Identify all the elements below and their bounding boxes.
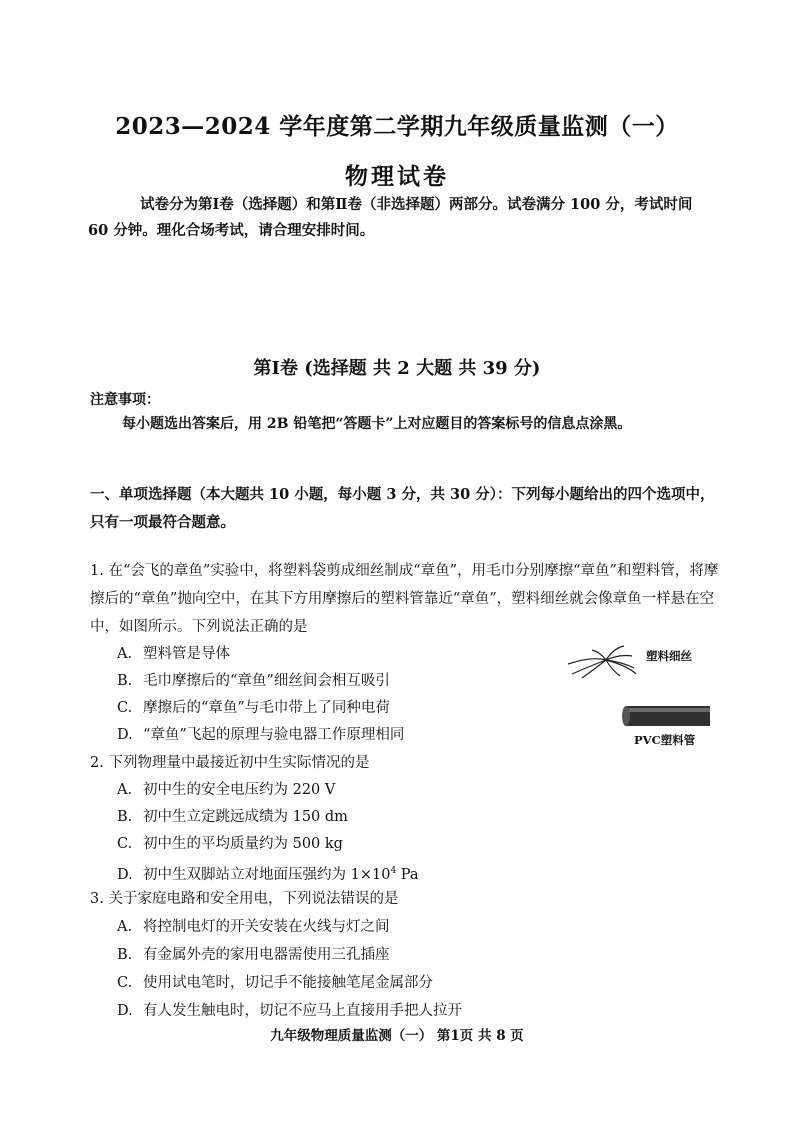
option-letter: A.: [117, 782, 133, 798]
option-text: 将控制电灯的开关安装在火线与灯之间: [143, 919, 390, 935]
exam-subtitle: 物理试卷: [345, 163, 449, 190]
question-3-option-c: [117, 969, 433, 997]
plastic-threads-icon: [568, 646, 636, 678]
pvc-pipe-icon: [622, 706, 710, 726]
option-text: 初中生双脚站立对地面压强约为 1×10: [143, 866, 391, 883]
exam-intro: 试卷分为第Ⅰ卷（选择题）和第Ⅱ卷（非选择题）两部分。试卷满分 100 分，考试时间 60 分钟。理化合场考试，请合理安排时间。: [88, 196, 693, 239]
option-text: 有人发生触电时，切记不应马上直接用手把人拉开: [143, 1003, 462, 1019]
option-letter: C.: [117, 836, 133, 852]
option-text: 塑料管是导体: [143, 646, 230, 662]
option-text: “章鱼”飞起的原理与验电器工作原理相同: [143, 727, 405, 743]
question-1-option-c: [117, 694, 390, 722]
question-3-option-d: [117, 997, 462, 1025]
option-letter: D.: [117, 1003, 133, 1019]
option-letter: B.: [117, 673, 133, 689]
option-text: 毛巾摩擦后的“章鱼”细丝间会相互吸引: [143, 673, 390, 689]
option-letter: D.: [117, 727, 133, 743]
option-text: 使用试电笔时，切记手不能接触笔尾金属部分: [143, 975, 433, 991]
question-3-stem: 3. 关于家庭电路和安全用电，下列说法错误的是: [90, 891, 399, 907]
question-3-option-a: [117, 913, 390, 941]
option-text: 摩擦后的“章鱼”与毛巾带上了同种电荷: [143, 700, 390, 716]
question-2-option-c: [117, 830, 343, 858]
question-2-option-a: [117, 776, 335, 804]
option-letter: A.: [117, 919, 133, 935]
notes-body: 每小题选出答案后，用 2B 铅笔把“答题卡”上对应题目的答案标号的信息点涂黑。: [122, 416, 632, 432]
question-1-option-b: [117, 667, 390, 695]
page-footer: 九年级物理质量监测（一） 第1页 共 8 页: [270, 1028, 524, 1044]
figure-label-pipe: PVC塑料管: [634, 733, 696, 747]
option-text: 初中生的安全电压约为 220 V: [143, 782, 336, 798]
notes-heading: 注意事项：: [90, 392, 160, 408]
question-2-stem: 2. 下列物理量中最接近初中生实际情况的是: [90, 755, 370, 771]
option-letter: B.: [117, 947, 133, 963]
part-one-heading: 一、单项选择题（本大题共 10 小题，每小题 3 分，共 30 分）：下列每小题给出的四个选项中，只有一项最符合题意。: [90, 486, 715, 531]
section-title: 第Ⅰ卷 (选择题 共 2 大题 共 39 分): [253, 358, 541, 379]
question-1-option-d: [117, 721, 404, 749]
option-exponent: 4: [390, 866, 397, 876]
exam-title: 2023—2024 学年度第二学期九年级质量监测（一）: [115, 113, 679, 140]
option-letter: C.: [117, 700, 133, 716]
question-3-option-b: [117, 941, 390, 969]
option-text: 有金属外壳的家用电器需使用三孔插座: [143, 947, 390, 963]
question-2-option-b: [117, 803, 348, 831]
figure-label-threads: 塑料细丝: [646, 649, 692, 663]
question-1-option-a: [117, 640, 230, 668]
question-1-stem: 1. 在“会飞的章鱼”实验中，将塑料袋剪成细丝制成“章鱼”，用毛巾分别摩擦“章鱼”和塑料管，将摩擦后的“章鱼”抛向空中，在其下方用摩擦后的塑料管靠近“章鱼”，塑料细丝就会像章鱼一样悬在空中，如图所示。下列说法正确的是: [90, 563, 719, 635]
option-text: 初中生立定跳远成绩为 150 dm: [143, 809, 348, 825]
option-text: 初中生的平均质量约为 500 kg: [143, 836, 343, 852]
option-letter: D.: [117, 866, 133, 883]
option-letter: A.: [117, 646, 133, 662]
option-unit: Pa: [396, 866, 419, 883]
option-letter: C.: [117, 975, 133, 991]
option-letter: B.: [117, 809, 133, 825]
